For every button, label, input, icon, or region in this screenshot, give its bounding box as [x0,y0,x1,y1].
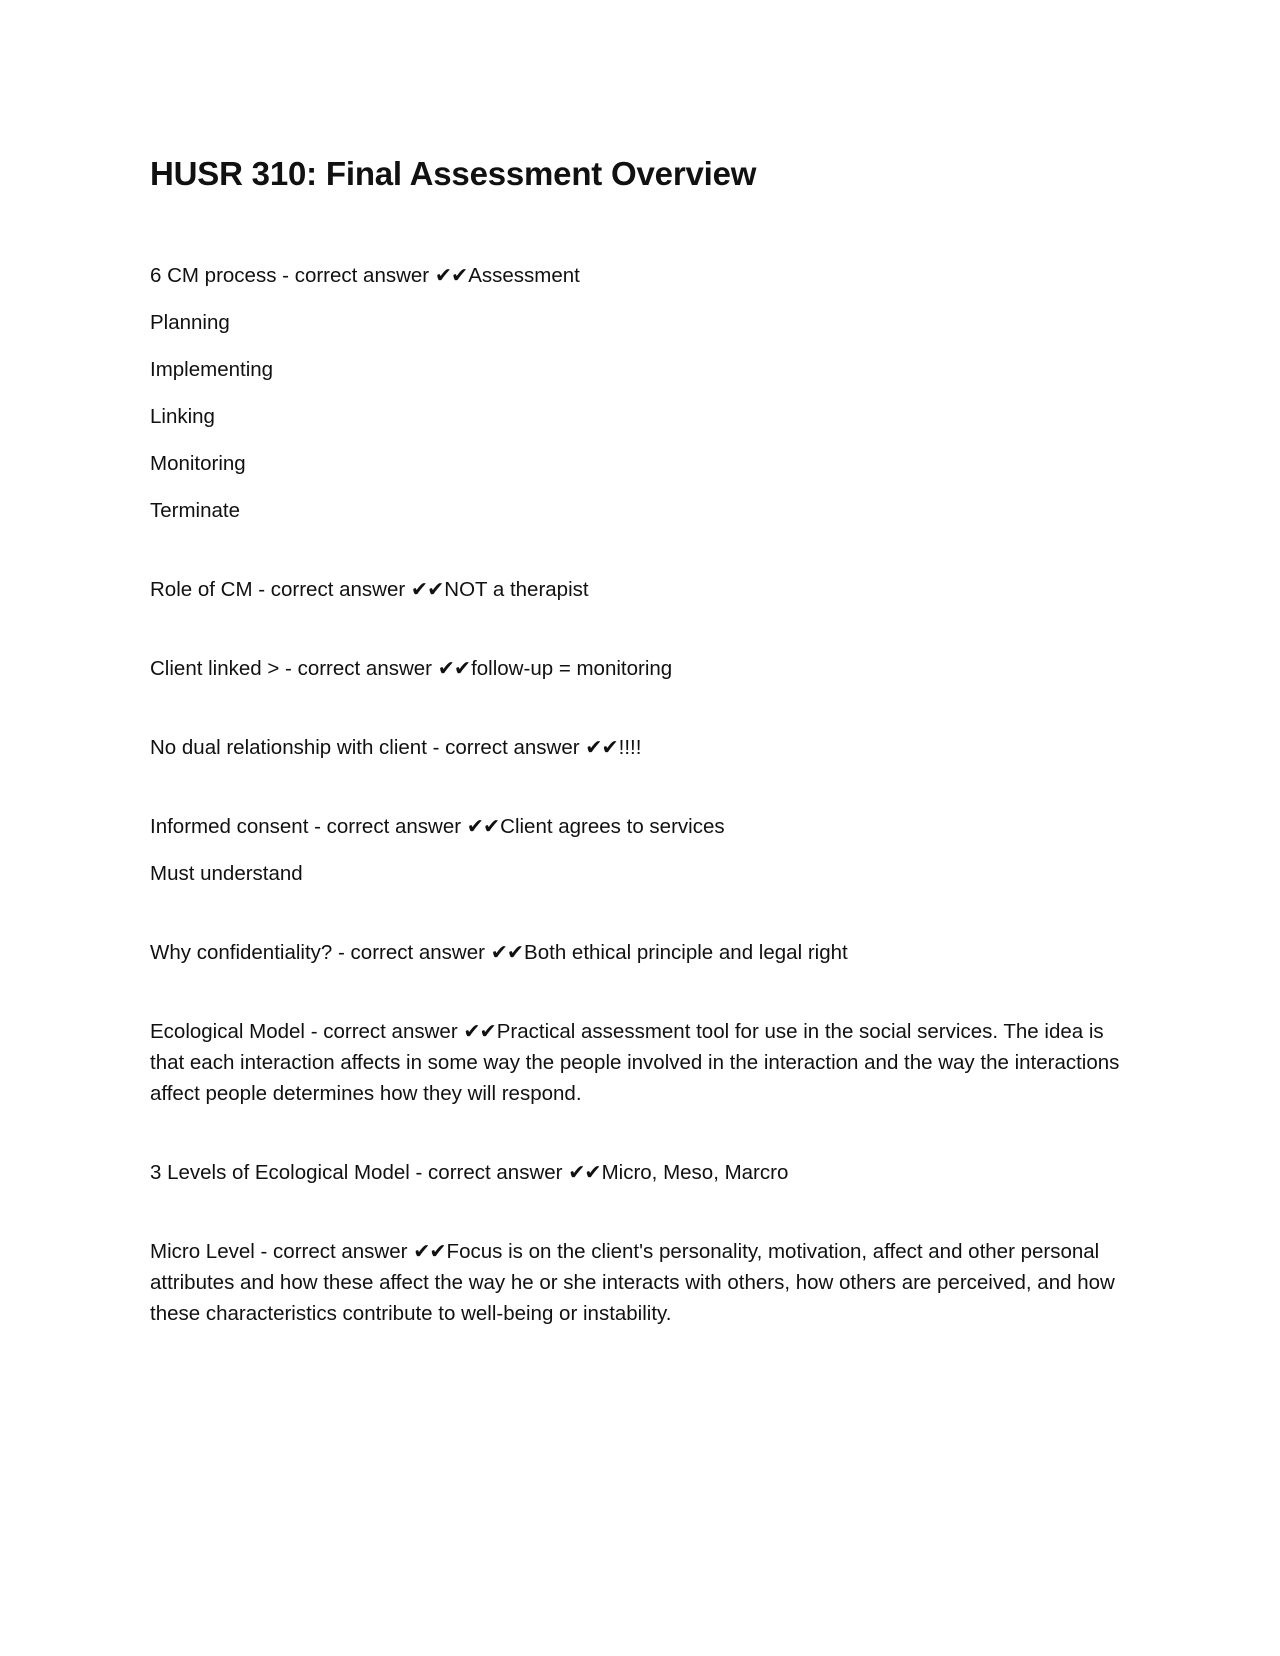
answer-text: NOT a therapist [444,578,589,601]
answer-text: Micro, Meso, Marcro [601,1161,789,1184]
answer-continuation-line: Implementing [150,358,274,381]
document-title: HUSR 310: Final Assessment Overview [150,155,757,192]
answer-continuation-line: Linking [150,405,215,428]
qa-question-line [150,574,1130,605]
double-check-icon: ✔✔ [585,736,618,759]
question-term: No dual relationship with client [150,736,427,759]
double-check-icon: ✔✔ [410,578,444,601]
double-check-icon: ✔✔ [463,1020,496,1043]
answer-text: !!!! [618,736,642,759]
correct-answer-marker: - correct answer [432,736,580,759]
qa-question-line [150,811,1130,842]
question-term: Ecological Model [150,1020,305,1043]
qa-question-line [150,732,1130,763]
answer-text: Practical assessment tool for use in the social services. The idea is that each interaction affects in some way the people involved in the interaction and the way the interactions affect people determines how they will respond. [150,1020,1120,1105]
answer-text: Both ethical principle and legal right [524,941,848,964]
qa-entry [150,653,1130,684]
qa-question-line [150,260,1130,291]
question-term: Informed consent [150,815,309,838]
qa-question-line [150,1016,1130,1109]
answer-text: Client agrees to services [500,815,725,838]
qa-question-line [150,653,1130,684]
qa-question-line [150,937,1130,968]
double-check-icon: ✔✔ [434,264,468,287]
double-check-icon: ✔✔ [490,941,524,964]
answer-continuation-line: Must understand [150,862,303,885]
question-term: Micro Level [150,1240,255,1263]
correct-answer-marker: - correct answer [258,578,406,601]
answer-text: follow-up = monitoring [471,657,673,680]
answer-continuation-line: Planning [150,311,230,334]
correct-answer-marker: - correct answer [310,1020,458,1043]
double-check-icon: ✔✔ [466,815,500,838]
answer-continuation-line: Terminate [150,499,241,522]
double-check-icon: ✔✔ [413,1240,446,1263]
answer-text: Focus is on the client's personality, motivation, affect and other personal attributes and how these affect the way he or she interacts with others, how others are perceived, and how these characteristics contribute to well-being or instability. [150,1240,1115,1325]
qa-entry [150,1157,1130,1188]
question-term: 3 Levels of Ecological Model [150,1161,410,1184]
correct-answer-marker: - correct answer [415,1161,563,1184]
qa-entry [150,732,1130,763]
qa-question-line [150,1157,1130,1188]
correct-answer-marker: - correct answer [285,657,433,680]
question-term: Client linked > [150,657,280,680]
qa-entry [150,937,1130,968]
qa-entry [150,811,1130,889]
qa-entry [150,1236,1130,1329]
correct-answer-marker: - correct answer [314,815,462,838]
document-page [150,150,1130,1377]
correct-answer-marker: - correct answer [282,264,430,287]
qa-entry [150,1016,1130,1109]
double-check-icon: ✔✔ [568,1161,601,1184]
correct-answer-marker: - correct answer [260,1240,408,1263]
qa-list [150,260,1130,1329]
qa-entry [150,260,1130,526]
qa-question-line [150,1236,1130,1329]
double-check-icon: ✔✔ [437,657,471,680]
qa-entry [150,574,1130,605]
question-term: Role of CM [150,578,253,601]
question-term: 6 CM process [150,264,277,287]
answer-text: Assessment [468,264,580,287]
answer-continuation-line: Monitoring [150,452,246,475]
correct-answer-marker: - correct answer [338,941,485,964]
question-term: Why confidentiality? [150,941,333,964]
